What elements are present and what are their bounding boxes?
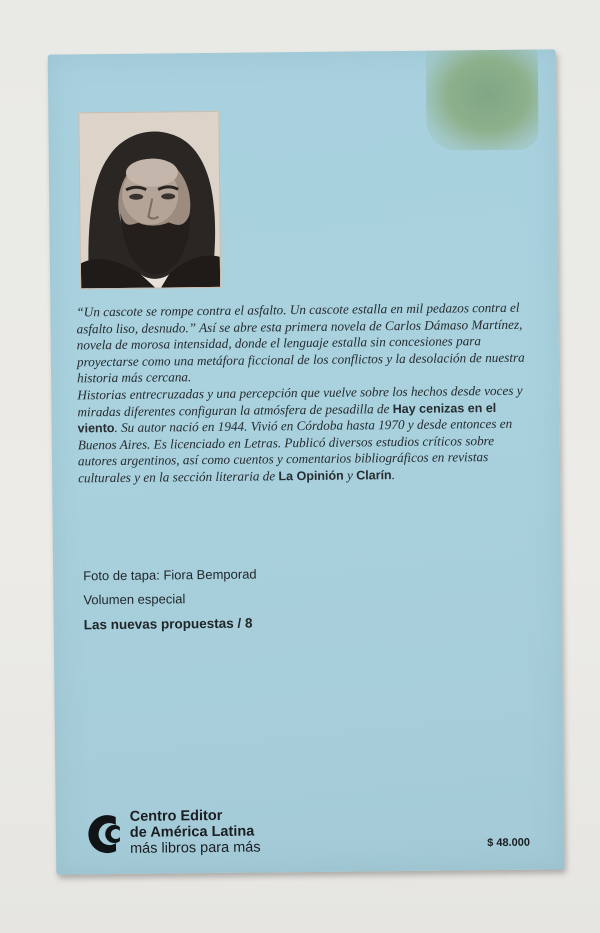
blurb-paragraph-2 [77, 383, 528, 487]
cover-photo-credit: Foto de tapa: Fiora Bemporad [83, 566, 257, 584]
volume-note: Volumen especial [83, 591, 186, 608]
cover-stain [426, 50, 539, 151]
back-cover-blurb [76, 300, 528, 487]
publisher-logo-icon [86, 811, 124, 857]
publisher-slogan: más libros para más [129, 839, 261, 857]
author-photo [78, 111, 221, 289]
series-title: Las nuevas propuestas / 8 [83, 615, 253, 633]
blurb-text: . [391, 467, 396, 483]
publisher-line-2: de América Latina [129, 823, 255, 841]
publisher-block [86, 807, 347, 870]
book-back-cover [48, 49, 565, 874]
blurb-text: . Su autor nació en 1944. Vivió en Córdoba hasta 1970 y desde entonces en Buenos Aires. Es licenciado en Letras. Publicó diversos estudios críticos sobre autores argentinos, así como cuentos y comentarios bibliográficos en revistas culturales y en la sección literaria de [77, 415, 513, 486]
newspaper-name: Clarín [356, 468, 392, 483]
blurb-text: y [343, 467, 357, 483]
price-label: $ 48.000 [487, 836, 531, 850]
author-portrait-image [79, 112, 220, 288]
newspaper-name: La Opinión [278, 468, 344, 484]
publisher-line-1: Centro Editor [129, 807, 223, 825]
blurb-paragraph-1: “Un cascote se rompe contra el asfalto. Un cascote estalla en mil pedazos contra el asfalto liso, desnudo.” Así se abre esta primera novela de Carlos Dámaso Martínez, novela de morosa intensidad, donde el lenguaje estalla sin concesiones para proyectarse como una metáfora ficcional de los conflictos y la desolación de nuestra historia más cercana. [76, 299, 525, 386]
blurb-text: Historias entrecruzadas y una percepción que vuelve sobre los hechos desde voces y miradas diferentes configuran la atmósfera de pesadilla de [77, 382, 523, 419]
publisher-name [130, 807, 261, 856]
book-title: Hay cenizas en el viento [77, 400, 497, 436]
